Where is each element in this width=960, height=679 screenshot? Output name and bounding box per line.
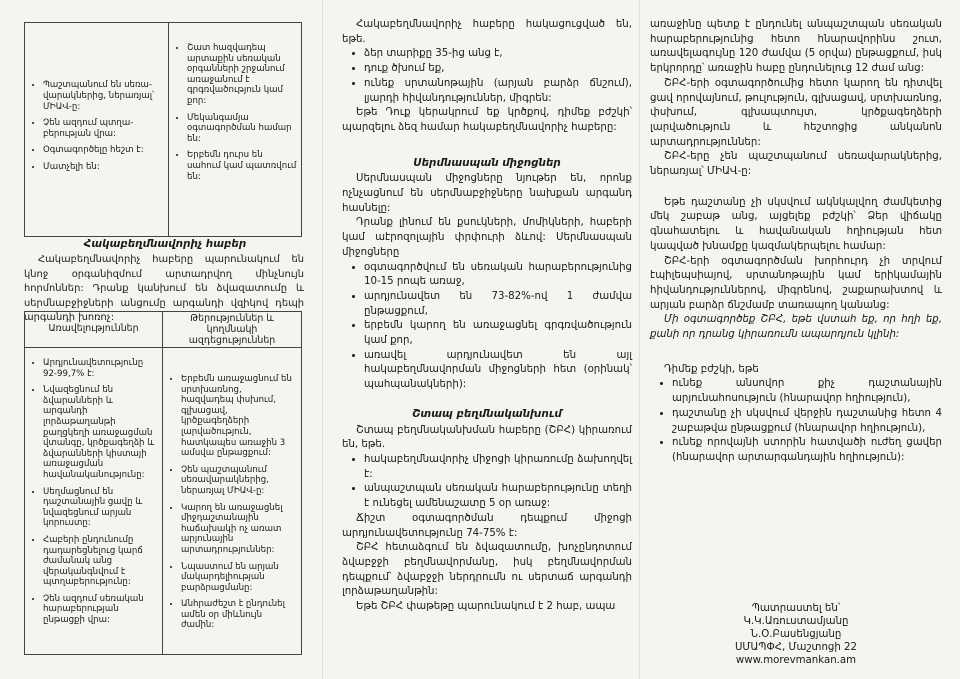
pills-table-header-advantages: Առավելություններ	[25, 312, 163, 348]
emergency-heading: Շտապ բեղմնականխում	[412, 407, 562, 420]
col3-paragraph-6: Մի օգտագործեք ՇԲՀ, եթե վստահ եք, որ հղի եք, քանի որ դրանց կիրառումն ապարդյուն կլինի:	[650, 314, 942, 341]
credit-line: Ն.Օ.Բասենցյանը	[750, 629, 842, 640]
column-3	[645, 0, 950, 679]
pills-advantage-item: • Սեղմացնում են դաշտանային ցավը և նվազեցնում արյան կորուստը:	[43, 487, 158, 529]
spermicide-item: • երբեմն կարող են առաջացնել գրգռվածություն կամ քոր,	[364, 319, 632, 348]
contraindication-item: • ունեք սրտանոթային (արյան բարձր ճնշում), լյարդի հիվանդություններ, միգրեն:	[364, 77, 632, 106]
condom-disadvantage-item: • Երբեմն դուրս են սահում կամ պատռվում են:	[187, 150, 297, 182]
pills-advantage-item: • Չեն ազդում սեռական հարաբերության ընթացքի վրա:	[43, 594, 158, 626]
emergency-item: • հակաբեղմնավորիչ միջոցի կիրառումը ձախողվել է:	[364, 453, 632, 482]
pills-table	[24, 311, 302, 655]
emergency-paragraph-4: Եթե ՇԲՀ փաթեթը պարունակում է 2 հաբ, ապա	[356, 601, 616, 613]
pills-advantage-item: • Հաբերի ընդունումը դադարեցնելուց կարճ ժամանակ անց վերականգնվում է պտղաբերությունը:	[43, 535, 158, 588]
condom-advantages	[25, 23, 169, 237]
spermicide-item: • օգտագործվում են սեռական հարաբերությունից 10-15 րոպե առաջ,	[364, 261, 632, 290]
breastfeeding-note: Եթե Դուք կերակրում եք կրծքով, դիմեք բժշկի՝ պարզելու ձեզ համար հակաբեղմնավորիչ հաբերը:	[342, 107, 632, 133]
credit-line: ՍՄԱՊՓՀ, Մաշտոցի 22	[734, 642, 858, 653]
credit-line: www.morevmankan.am	[735, 655, 857, 666]
pills-advantage-item: • Նվազեցնում են ձվարանների և արգանդի լորձաթաղանթի քաղցկեղի առաջացման վտանգը, կրծքագեղձի և ձվարանների կիստայի առաջացման հավանականությունը:	[43, 385, 158, 480]
spermicide-item: • արդյունավետ են 73-82%-ով 1 ժամվա ընթացքում,	[364, 290, 632, 319]
pills-contraindications-intro: Հակաբեղմնավորիչ հաբերը հակացուցված են, եթե.	[342, 19, 632, 45]
credit-line: Կ.Կ.Առուստամյանը	[743, 616, 849, 627]
col3-paragraph-2: ՇԲՀ-երի օգտագործումից հետո կարող են դիտվել ցավ որովայնում, թուլություն, գլխացավ, սրտխառնոց, փսխում, գլխապտույտ, կրծքագեղձերի լարվածություն և հեշտոցից անկանոն արտադրություններ:	[650, 77, 942, 148]
spermicide-heading: Սերմնասպան միջոցներ	[413, 156, 561, 169]
doctor-reason-item: • ունեք անսովոր քիչ դաշտանային արյունահոսություն (հնարավոր հղիություն),	[672, 377, 942, 406]
condom-advantage-item: • Մատչելի են:	[43, 162, 164, 173]
pills-disadvantage-item: • Անհրաժեշտ է ընդունել ամեն օր միևնույն ժամին:	[181, 599, 297, 631]
condom-advantage-item: • Չեն ազդում պտղա-բերության վրա:	[43, 118, 164, 139]
column-2	[330, 0, 635, 679]
condom-disadvantages	[169, 23, 302, 237]
pills-table-header-disadvantages: Թերություններ և կողմնակի ազդեցություններ	[163, 312, 302, 348]
doctor-intro: Դիմեք բժշկի, եթե	[664, 363, 759, 375]
condom-advantage-item: • Օգտագործելը հեշտ է:	[43, 145, 164, 156]
col3-paragraph-4: Եթե դաշտանը չի սկսվում ակնկալվող ժամկետից մեկ շաբաթ անց, այցելեք բժշկի՝ Ձեր վիճակը գնահատելու և հավանական հղիության հետ կապված խնամքը կազմակերպելու համար:	[650, 196, 942, 252]
emergency-paragraph-2: Ճիշտ օգտագործման դեպքում միջոցի արդյունավետությունը 74-75% է:	[342, 512, 632, 539]
contraindication-item: • ձեր տարիքը 35-ից անց է,	[364, 47, 632, 62]
pills-advantage-item: • Արդյունավետությունը 92-99,7% է:	[43, 358, 158, 379]
credit-line: Պատրաստել են՝	[751, 603, 841, 614]
doctor-reason-item: • դաշտանը չի սկսվում վերջին դաշտանից հետո 4 շաբաթվա ընթացքում (հնարավոր հղիություն),	[672, 407, 942, 436]
col3-paragraph-1: առաջինը պետք է ընդունել անպաշտպան սեռական հարաբերությունից հետո հնարավորինս շուտ, առավելագույնը 120 ժամվա (5 օրվա) ընթացքում, իսկ երկրորդը՝ առաջին հաբը ընդունելուց 12 ժամ անց:	[650, 19, 942, 75]
pills-disadvantage-item: • Չեն պաշտպանում սեռավարակներից, ներառյալ ՄԻԱՎ-ը:	[181, 465, 297, 497]
pills-disadvantage-item: • Նպաստում են արյան մակարդելիության բարձրացմանը:	[181, 562, 297, 594]
spermicide-item: • առավել արդյունավետ են այլ հակաբեղմնավորման միջոցների հետ (օրինակ՝ պահպանակների):	[364, 349, 632, 393]
col3-paragraph-3: ՇԲՀ-երը չեն պաշտպանում սեռավարակներից, ներառյալ՝ ՄԻԱՎ-ը:	[650, 151, 942, 178]
condom-disadvantage-item: • Շատ հազվադեպ արտաքին սեռական օրգանների շրջանում առաջանում է գրգռվածություն կամ քոր:	[187, 43, 297, 107]
emergency-paragraph-3: ՇԲՀ հետաձգում են ձվազատումը, խոչընդոտում ձվաբջջի բեղմնավորմանը, իսկ բեղմնավորման դեպքում՝ ձվաբջջի ներդրումն ու սերտաճ արգանդի լորձաթաղանթին:	[342, 542, 632, 598]
pills-disadvantage-item: • Երբեմն առաջացնում են սրտխառնոց, հազվադեպ փսխում, գլխացավ, կրծքագեղձերի լարվածություն, հատկապես առաջին 3 ամսվա ընթացքում:	[181, 374, 297, 459]
pills-advantages	[25, 348, 163, 655]
emergency-item: • անպաշտպան սեռական հարաբերությունը տեղի է ունեցել ամենաշատը 5 օր առաջ:	[364, 482, 632, 511]
pills-heading: Հակաբեղմնավորիչ հաբեր	[83, 238, 247, 250]
spermicide-paragraph-1: Սերմնասպան միջոցները նյութեր են, որոնք ոչնչացնում են սերմնաբջիջները նախքան արգանդ հասնելը:	[342, 173, 632, 214]
pills-disadvantages	[163, 348, 302, 655]
emergency-paragraph-1: Շտապ բեղմնականխման հաբերը (ՇԲՀ) կիրառում են, եթե.	[342, 424, 632, 451]
pills-disadvantage-item: • Կարող են առաջացնել միջդաշտանային հաճախակի ոչ առատ արյունային արտադրություններ:	[181, 503, 297, 556]
condom-disadvantage-item: • Մեկանգամյա օգտագործման համար են:	[187, 113, 297, 145]
contraindication-item: • դուք ծխում եք,	[364, 62, 632, 77]
condom-table	[24, 22, 302, 237]
column-1	[0, 0, 318, 679]
col3-paragraph-5: ՇԲՀ-երի օգտագործման խորհուրդ չի տրվում էպիլեպսիայով, սրտանոթային կամ երիկամային հիվանդություններով, միգրենով, շաքարախտով և արյան բարձր ճնշմամբ տառապող կանանց:	[650, 255, 942, 311]
pills-paragraph: Հակաբեղմնավորիչ հաբերը պարունակում են կնոջ օրգանիզմում արտադրվող մինչնույն հորմոններ: Դրանք կանխում են ձվազատումը և սերմնաբջիջների անցումը արգանդի վզիկով դեպի արգանդի խոռոչ:	[24, 254, 304, 323]
spermicide-paragraph-2: Դրանք լինում են քսուկների, մոմիկների, հաբերի կամ աէրոզոլային փրփուրի ձևով: Սերմնասպան միջոցները	[342, 217, 632, 258]
credits	[650, 602, 942, 667]
doctor-reason-item: • ունեք որովայնի ստորին հատվածի ուժեղ ցավեր (հնարավոր արտարգանդային հղիություն):	[672, 436, 942, 465]
condom-advantage-item: • Պաշտպանում են սեռա-վարակներից, ներառյալ՝ ՄԻԱՎ-ը:	[43, 80, 164, 112]
